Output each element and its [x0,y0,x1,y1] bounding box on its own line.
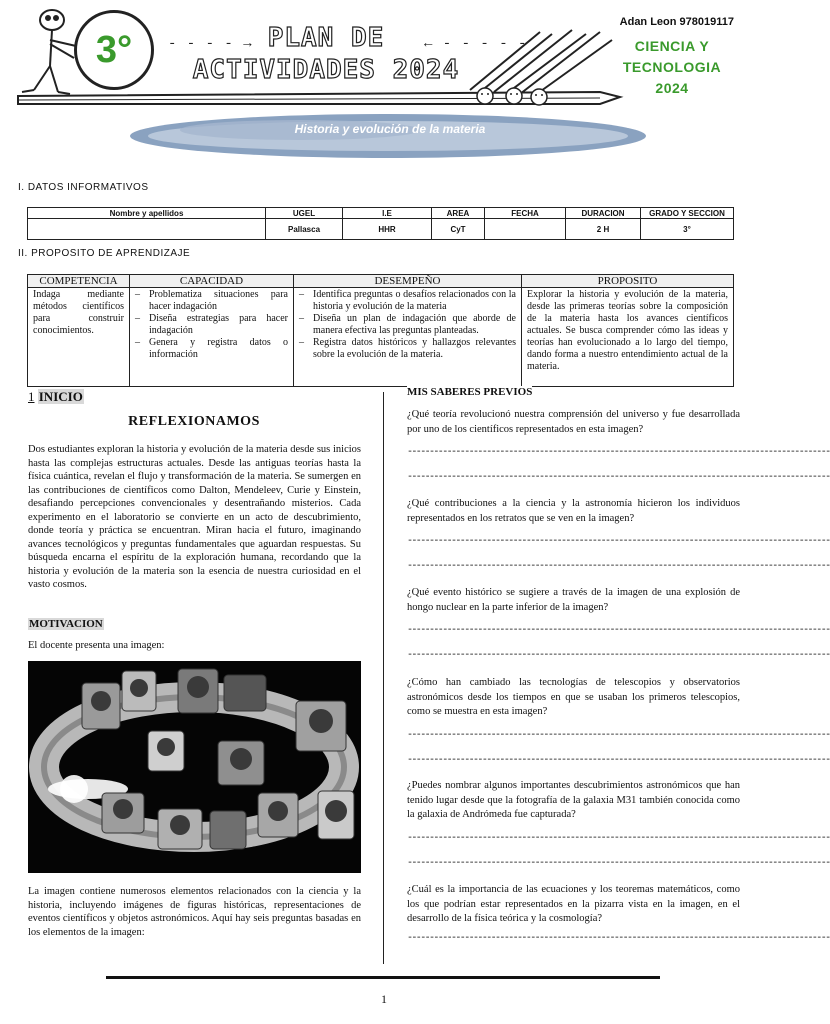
title-line-1: PLAN DE [267,23,385,53]
question-text: ¿Cuál es la importancia de las ecuaciones y los teoremas matemáticos, como los que podrían estar representados en la pizarra vista en la imagen, en el desarrollo de la física teórica y la cosmología? [407,884,740,924]
page-title [186,22,466,86]
answer-line[interactable]: ------------------------------------------------------------------------------------------------ [407,754,830,766]
subject-line-2: TECNOLOGIA [622,59,722,75]
subject-label [612,36,732,99]
list-item: – Problematiza situaciones para hacer indagación [149,289,288,313]
section-1-heading: I. DATOS INFORMATIVOS [18,182,149,193]
answer-line[interactable]: ------------------------------------------------------------------------------------------------ [407,857,830,869]
motivacion-heading [28,614,104,632]
inicio-label: INICIO [38,389,83,404]
answer-line[interactable]: ------------------------------------------------------------------------------------------------ [407,625,830,636]
col-header: PROPOSITO [522,275,734,288]
competencia-cell: Indaga mediante métodos científicos para construir conocimientos. [28,288,130,387]
answer-line[interactable]: ------------------------------------------------------------------------------------------------ [407,932,830,944]
answer-line[interactable]: ------------------------------------------------------------------------------------------------ [407,536,830,547]
reflexionamos-text: Dos estudiantes exploran la historia y evolución de la materia desde sus inicios hasta las complejas estructuras actuales. Desde las antiguas teorías hasta la física cuántica, revelan el flujo y transformación de la materia. Se sumergen en las contribuciones de científicos como Dalton, Mendeleev, Curie y Einstein, desafiando percepciones convencionales y desentrañando misterios. Cada experimento en el laboratorio se convierte en un acto de descubrimiento, donde teoría y práctica se encuentran. Miran hacia el futuro, imaginando avances tecnológicos y preguntas fundamentales que aguardan respuestas. Su búsqueda encarna el espíritu de la exploración humana, recordando que la historia y evolución de la materia son la esencia de nuestra curiosidad en el vasto cosmos. [28,444,361,590]
cell-ugel: Pallasca [266,219,343,240]
question-text: ¿Puedes nombrar algunos importantes descubrimientos astronómicos que han tenido lugar desde que la fotografía de la galaxia M31 también conocida como la galaxia de Andrómeda fue capturada? [407,780,740,820]
list-item: – Registra datos históricos y hallazgos relevantes sobre la evolución de la materia. [313,337,516,361]
question-block [407,676,830,766]
info-header-row [28,208,734,219]
question-text: ¿Qué contribuciones a la ciencia y la astronomía hicieron los individuos representados en los retratos que se ven en la imagen? [407,498,740,524]
cell-grado: 3° [641,219,734,240]
science-history-collage-image [28,661,361,873]
col-header: DESEMPEÑO [294,275,522,288]
col-header: FECHA [485,208,566,219]
col-header: COMPETENCIA [28,275,130,288]
col-header: Nombre y apellidos [28,208,266,219]
image-description-text: La imagen contiene numerosos elementos relacionados con la ciencia y la historia, incluyendo imágenes de figuras históricas, representaciones de eventos científicos y objetos astronómicos. Aquí hay seis preguntas basadas en los elementos de la imagen: [28,886,361,938]
footer-rule [106,976,660,979]
cell-fecha[interactable] [485,219,566,240]
list-item: – Genera y registra datos o información [149,337,288,361]
question-text: ¿Qué evento histórico se sugiere a través de la imagen de una explosión de hongo nuclear en la parte inferior de la imagen? [407,587,740,613]
col-header: GRADO Y SECCION [641,208,734,219]
saberes-previos-heading: MIS SABERES PREVIOS [407,386,533,398]
cell-area: CyT [432,219,485,240]
answer-line[interactable]: ------------------------------------------------------------------------------------------------ [407,729,830,741]
col-header: DURACION [566,208,641,219]
answer-line[interactable]: ------------------------------------------------------------------------------------------------ [407,650,830,661]
capacidad-cell [130,288,294,387]
col-header: CAPACIDAD [130,275,294,288]
stick-figure-illustration [22,10,76,94]
list-item: – Diseña estrategias para hacer indagación [149,313,288,337]
docente-text: El docente presenta una imagen: [28,640,165,651]
desempeno-cell [294,288,522,387]
question-block [407,408,830,483]
cell-ie: HHR [343,219,432,240]
answer-line[interactable]: ------------------------------------------------------------------------------------------------ [407,472,830,483]
question-text: ¿Cómo han cambiado las tecnologías de telescopios y observatorios astronómicos desde los tiempos en que se usaban los primeros telescopios, como se muestra en esta imagen? [407,677,740,717]
reflexionamos-title: REFLEXIONAMOS [128,414,260,429]
cell-duracion: 2 H [566,219,641,240]
section-2-heading: II. PROPOSITO DE APRENDIZAJE [18,248,191,259]
list-item: – Diseña un plan de indagación que aborde de manera efectiva las preguntas planteadas. [313,313,516,337]
competency-table [27,274,734,387]
col-header: I.E [343,208,432,219]
question-text: ¿Qué teoría revolucionó nuestra comprensión del universo y fue desarrollada por uno de los científicos representados en esta imagen? [407,409,740,435]
question-block [407,779,830,869]
question-block [407,586,830,661]
column-divider [383,392,384,964]
list-item: – Identifica preguntas o desafíos relacionados con la historia y evolución de la materia [313,289,516,313]
author-contact: Adan Leon 978019117 [619,16,734,28]
subject-line-1: CIENCIA Y [634,38,710,54]
lesson-title: Historia y evolución de la materia [294,122,486,136]
answer-line[interactable]: ------------------------------------------------------------------------------------------------ [407,447,830,458]
info-value-row [28,219,734,240]
cell-name[interactable] [28,219,266,240]
inicio-number: 1 [28,389,35,404]
answer-line[interactable]: ------------------------------------------------------------------------------------------------ [407,832,830,844]
title-line-2: ACTIVIDADES 2024 [192,55,460,85]
question-block [407,883,830,944]
question-block [407,497,830,572]
motivacion-label: MOTIVACION [29,618,103,630]
info-table [27,207,734,240]
page-number: 1 [381,992,387,1006]
grade-badge: 3° [74,10,154,90]
right-arrow: ← - - - - - [424,36,528,52]
inicio-heading [28,389,84,405]
col-header: AREA [432,208,485,219]
subject-line-3: 2024 [655,80,689,96]
col-header: UGEL [266,208,343,219]
left-arrow: - - - - → [168,36,253,52]
answer-line[interactable]: ------------------------------------------------------------------------------------------------ [407,561,830,572]
collage-graphic [28,661,361,873]
proposito-cell: Explorar la historia y evolución de la materia, desde las primeras teorías sobre la composición de la materia hasta los avances científicos actuales. Se busca comprender cómo las ideas y teorías han evolucionado a lo largo del tiempo, dando forma a nuestro entendimiento actual de la materia. [522,288,734,387]
